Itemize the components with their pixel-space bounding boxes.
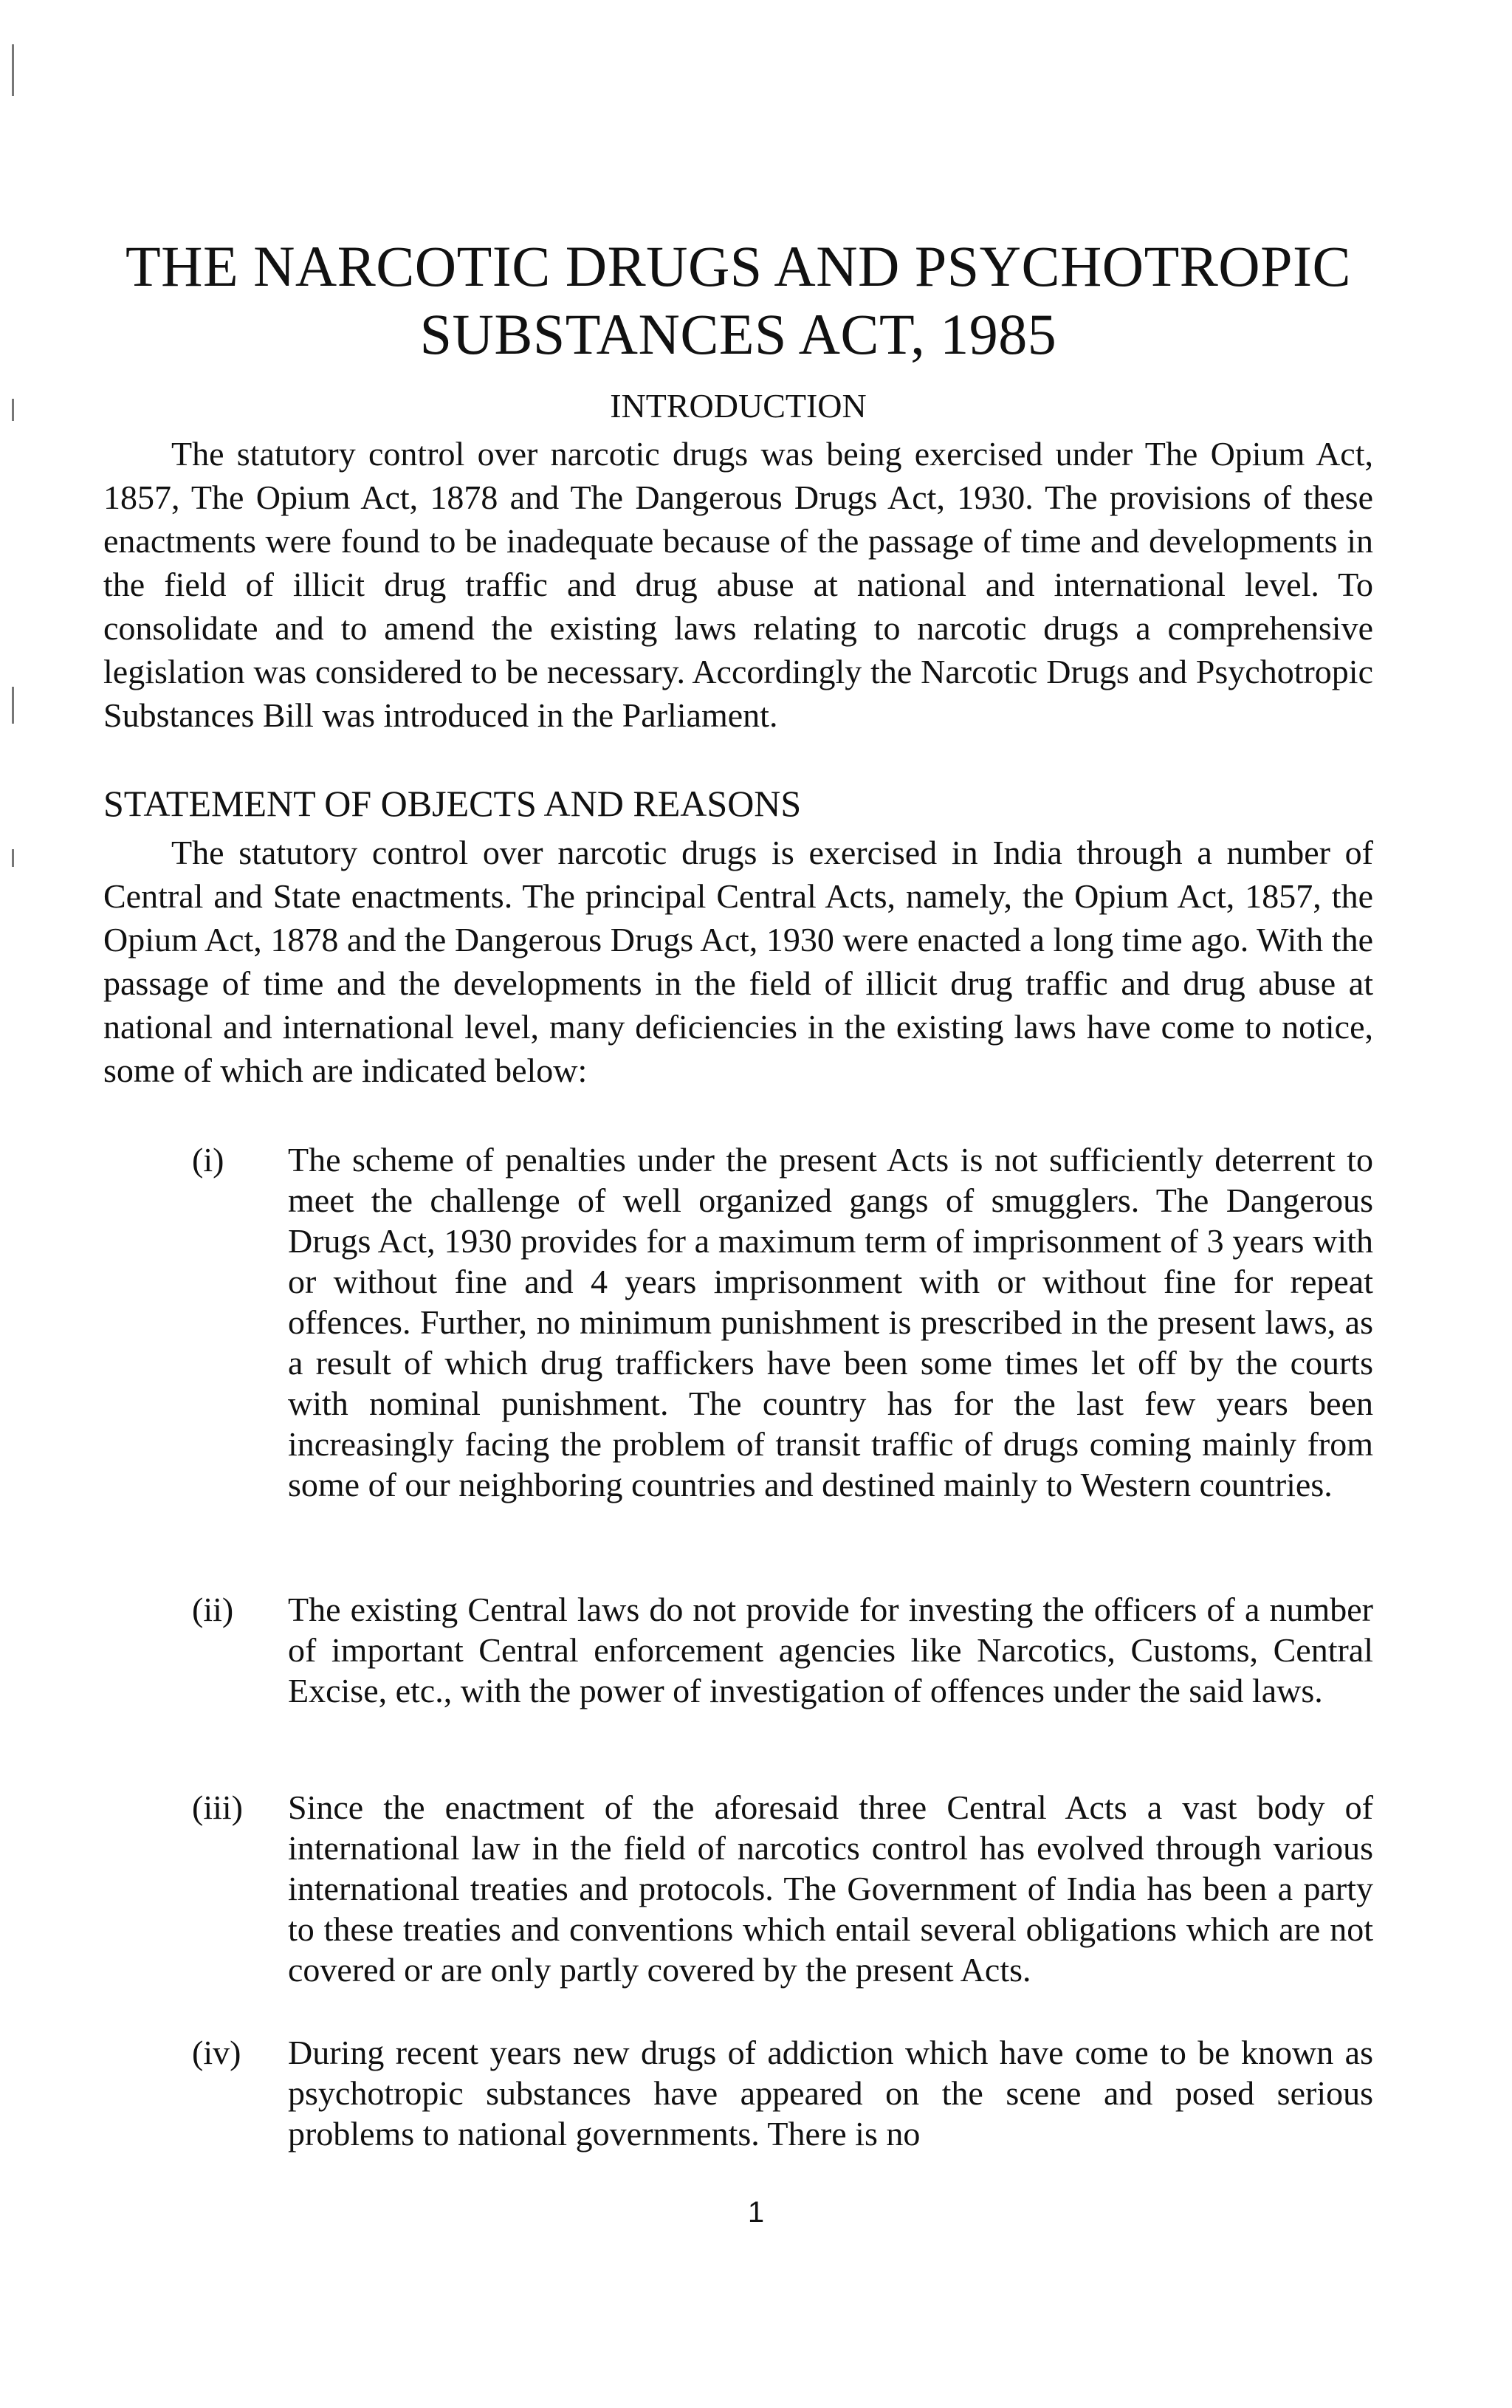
introduction-paragraph: The statutory control over narcotic drugs was being exercised under The Opium Act, 1857, The Opium Act, 1878 and The Dangerous Drugs Act, 1930. The provisions of these enactments were found to be inadequate because of the passage of time and developments in the field of illicit drug traffic and drug abuse at national and international level. To consolidate and to amend the existing laws relating to narcotic drugs a comprehensive legislation was considered to be necessary. Accordingly the Narcotic Drugs and Psychotropic Substances Bill was introduced in the Parliament.: [103, 435, 1373, 734]
list-item-text: The scheme of penalties under the present Acts is not sufficiently deterrent to meet the challenge of well organized gangs of smugglers. The Dangerous Drugs Act, 1930 provides for a maximum term of imprisonment of 3 years with or without fine and 4 years imprisonment with or without fine for repeat offences. Further, no minimum punishment is prescribed in the present laws, as a result of which drug traffickers have been some times let off by the courts with nominal punishment. The country has for the last few years been increasingly facing the problem of transit traffic of drugs coming mainly from some of our neighboring countries and destined mainly to Western countries.: [288, 1141, 1373, 1503]
list-item-marker: (iii): [192, 1788, 243, 1826]
introduction-heading: INTRODUCTION: [610, 387, 867, 425]
list-item-marker: (ii): [192, 1591, 234, 1628]
list-item-text: During recent years new drugs of addiction which have come to be known as psychotropic substances have appeared on the scene and posed serious problems to national governments. There is no: [288, 2034, 1373, 2153]
scan-margin-mark: [12, 687, 14, 724]
list-item-text: Since the enactment of the aforesaid three Central Acts a vast body of international law in the field of narcotics control has evolved through various international treaties and protocols. The Government of India has been a party to these treaties and conventions which entail several obligations which are not covered or are only partly covered by the present Acts.: [288, 1788, 1373, 1989]
objects-reasons-paragraph: The statutory control over narcotic drugs is exercised in India through a number of Central and State enactments. The principal Central Acts, namely, the Opium Act, 1857, the Opium Act, 1878 and the Dangerous Drugs Act, 1930 were enacted a long time ago. With the passage of time and the developments in the field of illicit drug traffic and drug abuse at national and international level, many deficiencies in the existing laws have come to notice, some of which are indicated below:: [103, 834, 1373, 1089]
act-title-line-1: THE NARCOTIC DRUGS AND PSYCHOTROPIC: [125, 234, 1352, 298]
list-item-marker: (i): [192, 1141, 224, 1179]
scan-margin-mark: [12, 849, 14, 867]
list-item-text: The existing Central laws do not provide for investing the officers of a number of important Central enforcement agencies like Narcotics, Customs, Central Excise, etc., with the power of investigation of offences under the said laws.: [288, 1591, 1373, 1709]
act-title-line-2: SUBSTANCES ACT, 1985: [419, 302, 1057, 366]
list-item-marker: (iv): [192, 2034, 241, 2071]
scan-margin-mark: [12, 399, 14, 421]
objects-reasons-heading: STATEMENT OF OBJECTS AND REASONS: [103, 783, 802, 824]
scan-margin-mark: [12, 44, 14, 96]
page-number: 1: [747, 2196, 765, 2229]
